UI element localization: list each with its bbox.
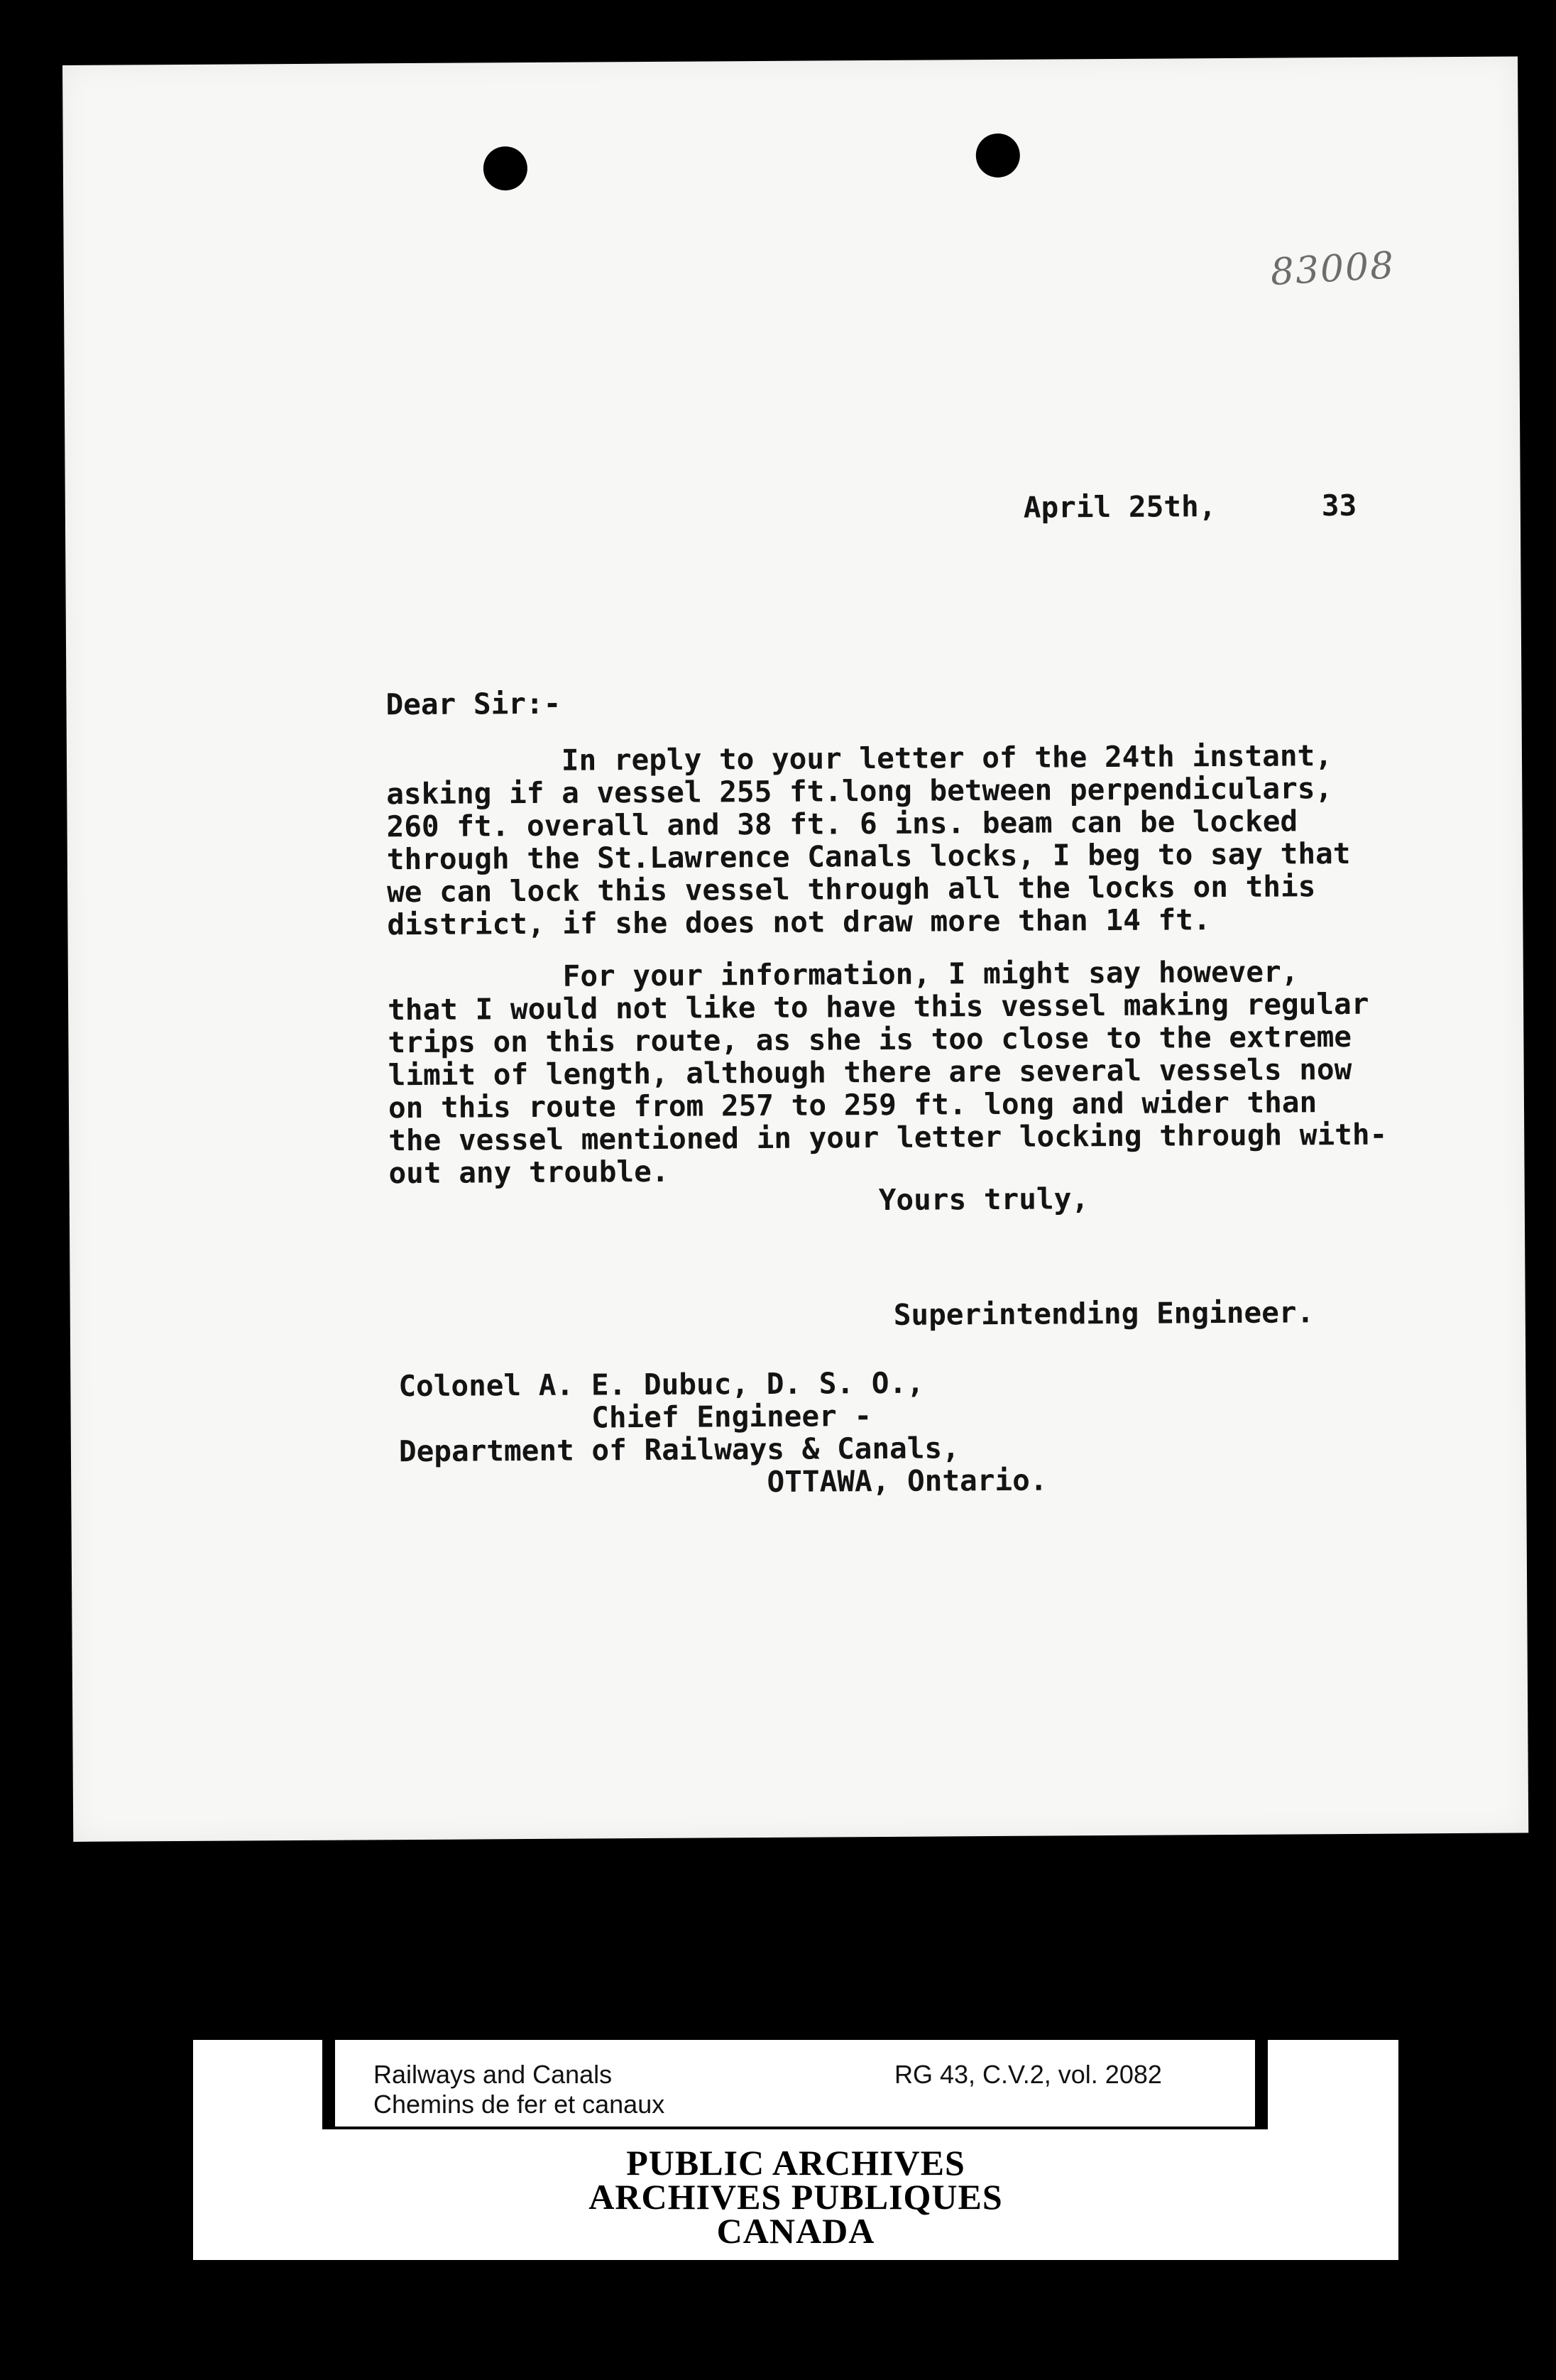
paragraph2-line: limit of length, although there are several vessels now — [388, 1052, 1352, 1093]
paragraph1-line: we can lock this vessel through all the locks on this — [386, 869, 1316, 910]
paragraph2-line: the vessel mentioned in your letter locking through with- — [388, 1117, 1388, 1158]
paragraph1-line: 260 ft. overall and 38 ft. 6 ins. beam can be locked — [386, 804, 1298, 844]
letter-date-year: 33 — [1321, 488, 1357, 523]
archive-reference: RG 43, C.V.2, vol. 2082 — [894, 2060, 1162, 2089]
archives-title-french: ARCHIVES PUBLIQUES — [588, 2177, 1003, 2217]
address-line: Chief Engineer - — [398, 1399, 872, 1436]
closing: Yours truly, — [878, 1181, 1090, 1218]
paragraph1-line: through the St.Lawrence Canals locks, I beg to say that — [386, 836, 1351, 877]
archive-label-card — [193, 2040, 1398, 2260]
address-line: Colonel A. E. Dubuc, D. S. O., — [398, 1365, 925, 1404]
letter-sheet — [62, 56, 1528, 1841]
paragraph2-line: out any trouble. — [388, 1154, 669, 1191]
address-line: OTTAWA, Ontario. — [399, 1463, 1048, 1502]
salutation: Dear Sir:- — [385, 686, 561, 722]
paragraph1-line: In reply to your letter of the 24th instant, — [385, 738, 1333, 779]
signature-title: Superintending Engineer. — [893, 1295, 1315, 1332]
letter-date: April 25th, — [1023, 489, 1217, 525]
archives-title-english: PUBLIC ARCHIVES — [626, 2143, 965, 2183]
paragraph1-line: district, if she does not draw more than 14 ft. — [387, 902, 1211, 942]
punch-hole-left — [483, 146, 527, 190]
punch-hole-right — [976, 133, 1020, 178]
paragraph2-line: For your information, I might say however, — [387, 954, 1299, 995]
collection-french: Chemins de fer et canaux — [373, 2090, 665, 2119]
paragraph2-line: that I would not like to have this vessel making regular — [387, 986, 1369, 1027]
file-number: 83008 — [1269, 244, 1396, 295]
paragraph1-line: asking if a vessel 255 ft.long between perpendiculars, — [386, 771, 1333, 812]
paragraph2-line: trips on this route, as she is too close to the extreme — [388, 1019, 1352, 1060]
address-line: Department of Railways & Canals, — [398, 1431, 960, 1469]
collection-english: Railways and Canals — [373, 2060, 613, 2089]
archives-country: CANADA — [716, 2211, 875, 2251]
paragraph2-line: on this route from 257 to 259 ft. long and wider than — [388, 1085, 1317, 1125]
